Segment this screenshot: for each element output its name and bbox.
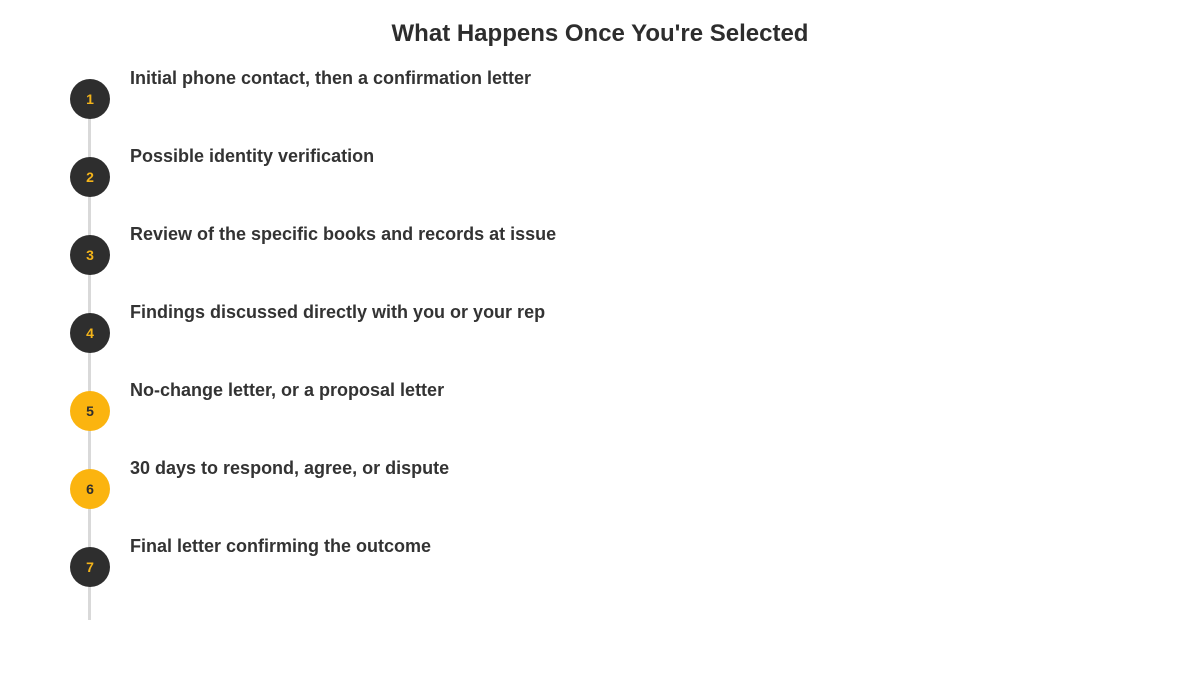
step-description: No-change letter, or a proposal letter [130,380,445,400]
timeline-step-6 [0,457,1200,535]
step-description: Review of the specific books and records at issue [130,224,557,244]
timeline-step-1 [0,67,1200,145]
step-description: Possible identity verification [130,146,375,166]
step-description: Final letter confirming the outcome [130,536,432,556]
step-number-badge: 7 [70,547,110,587]
step-description: 30 days to respond, agree, or dispute [130,458,450,478]
step-number-badge: 2 [70,157,110,197]
timeline-step-3 [0,223,1200,301]
timeline-step-2 [0,145,1200,223]
timeline-step-5 [0,379,1200,457]
step-number-badge: 1 [70,79,110,119]
step-number-badge: 3 [70,235,110,275]
step-description: Initial phone contact, then a confirmation letter [130,68,532,88]
step-number-badge: 4 [70,313,110,353]
timeline-step-4 [0,301,1200,379]
timeline-step-7 [0,535,1200,613]
page-title: What Happens Once You're Selected [391,20,809,47]
step-description: Findings discussed directly with you or your rep [130,302,546,322]
step-number-badge: 5 [70,391,110,431]
step-number-badge: 6 [70,469,110,509]
